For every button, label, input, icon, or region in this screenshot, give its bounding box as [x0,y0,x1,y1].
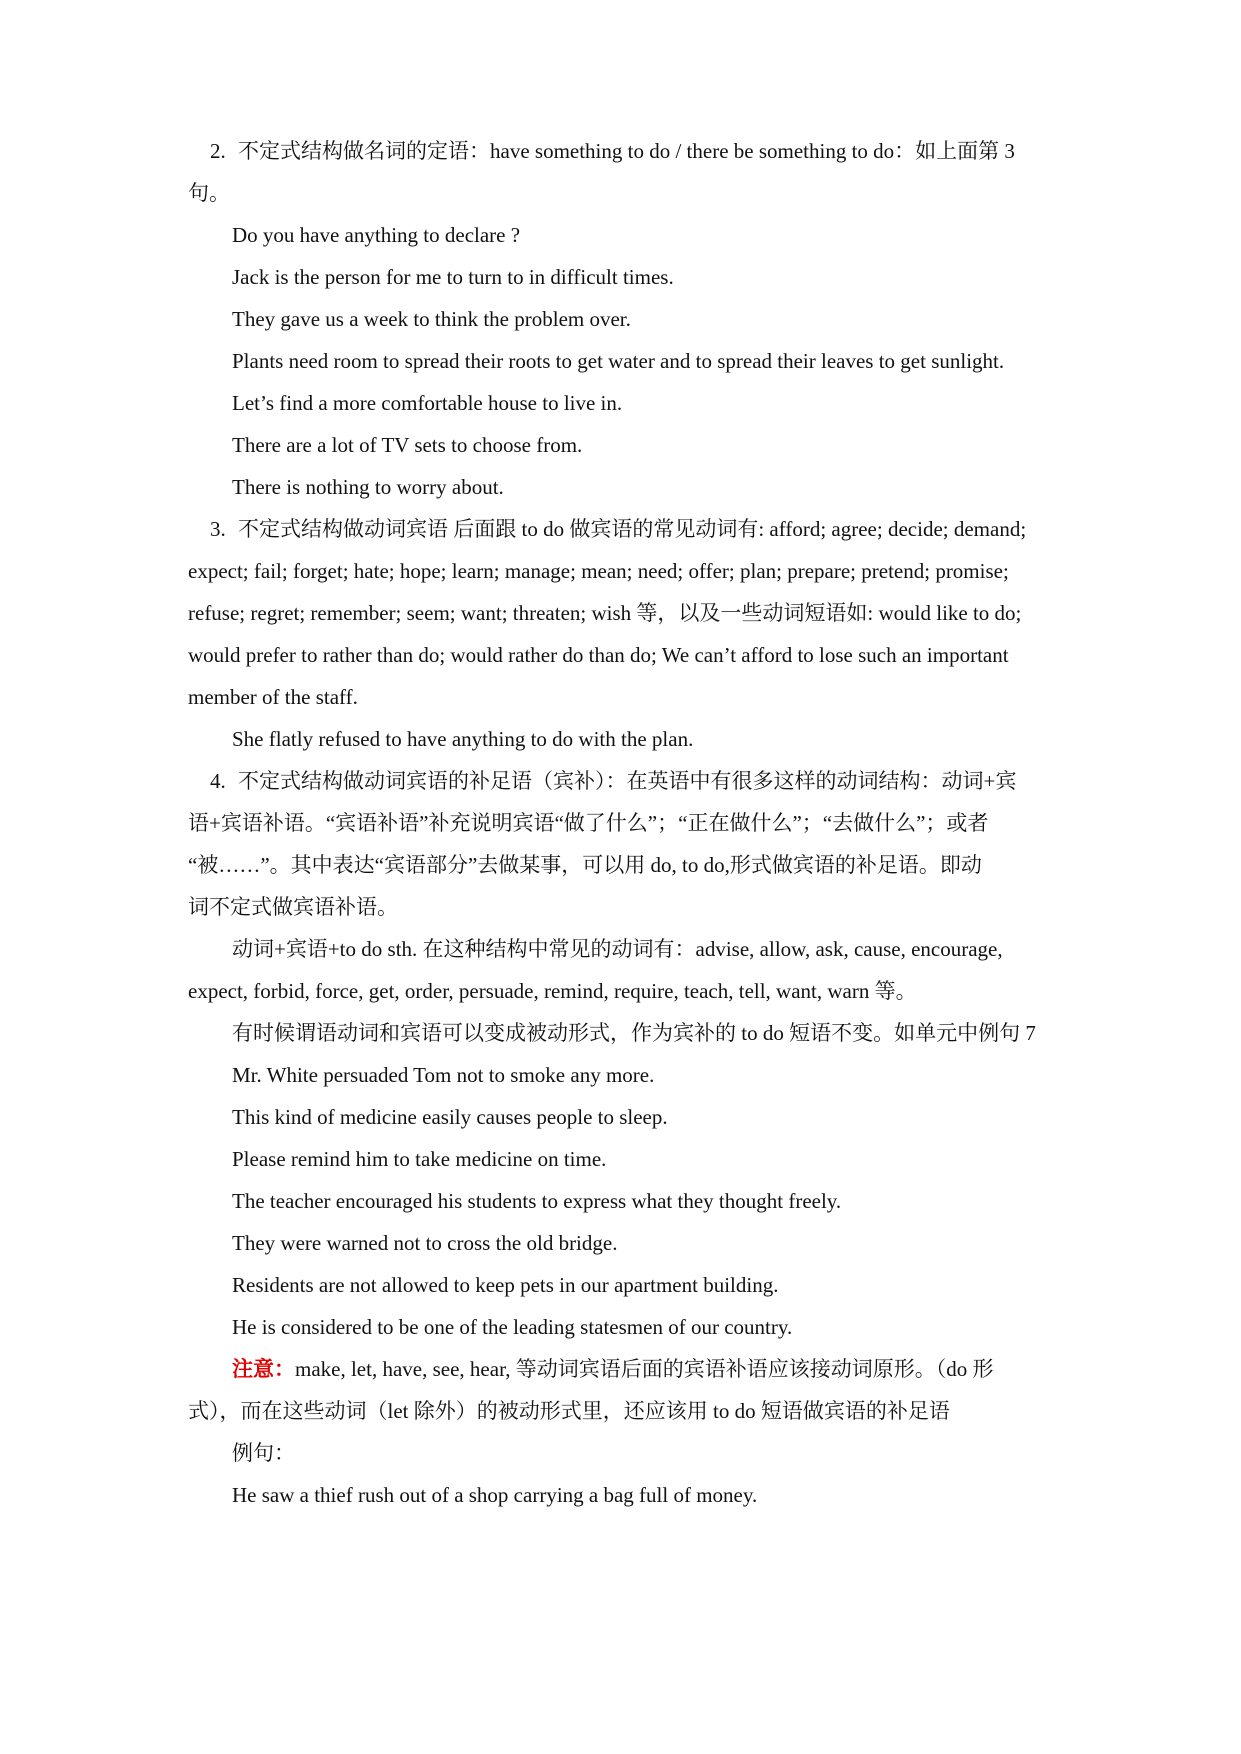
note-paragraph-continued: 式），而在这些动词（let 除外）的被动形式里，还应该用 to do 短语做宾语的补足语 [188,1399,950,1423]
verb-list-intro: 动词+宾语+to do sth. 在这种结构中常见的动词有：advise, allow, ask, cause, encourage, [232,937,1003,961]
note-paragraph: 注意：make, let, have, see, hear, 等动词宾语后面的宾语补语应该接动词原形。（do 形 [232,1357,994,1381]
example-sentence: He is considered to be one of the leading statesmen of our country. [232,1315,793,1339]
section-number: 4. [210,769,226,793]
section-number: 2. [210,139,226,163]
note-label: 注意： [232,1357,295,1381]
example-sentence: There are a lot of TV sets to choose from. [232,433,583,457]
section-3-text: would prefer to rather than do; would rather do than do; We can’t afford to lose such an important [188,643,1009,667]
document-page [188,130,1068,1516]
example-sentence: This kind of medicine easily causes people to sleep. [232,1105,668,1129]
passive-note: 有时候谓语动词和宾语可以变成被动形式，作为宾补的 to do 短语不变。如单元中例句 7 [232,1021,1036,1045]
section-3-heading: 3. 不定式结构做动词宾语 后面跟 to do 做宾语的常见动词有: afford; agree; decide; demand; [188,508,1068,550]
section-4-text: 语+宾语补语。“宾语补语”补充说明宾语“做了什么”；“正在做什么”；“去做什么”；或者 [188,811,989,835]
section-4-text: “被……”。其中表达“宾语部分”去做某事，可以用 do, to do,形式做宾语的补足语。即动 [188,853,982,877]
section-number: 3. [210,517,226,541]
example-sentence: Residents are not allowed to keep pets in our apartment building. [232,1273,779,1297]
section-4-heading: 4. 不定式结构做动词宾语的补足语（宾补）：在英语中有很多这样的动词结构：动词+宾 [188,760,1068,802]
example-sentence: Jack is the person for me to turn to in difficult times. [232,265,674,289]
example-sentence: She flatly refused to have anything to do with the plan. [232,727,694,751]
example-sentence: They were warned not to cross the old bridge. [232,1231,618,1255]
example-sentence: Do you have anything to declare ? [232,223,521,247]
example-sentence: There is nothing to worry about. [232,475,504,499]
section-3-text: refuse; regret; remember; seem; want; threaten; wish 等，以及一些动词短语如: would like to do; [188,601,1022,625]
example-sentence: The teacher encouraged his students to express what they thought freely. [232,1189,842,1213]
example-sentence: Mr. White persuaded Tom not to smoke any more. [232,1063,655,1087]
section-2-heading-continued: 句。 [188,181,230,205]
verb-list: expect, forbid, force, get, order, persuade, remind, require, teach, tell, want, warn 等。 [188,979,917,1003]
example-sentence: He saw a thief rush out of a shop carrying a bag full of money. [232,1483,758,1507]
section-3-text: member of the staff. [188,685,358,709]
example-label: 例句： [232,1441,295,1465]
example-sentence: Let’s find a more comfortable house to live in. [232,391,623,415]
example-sentence: They gave us a week to think the problem over. [232,307,631,331]
section-3-text: expect; fail; forget; hate; hope; learn; manage; mean; need; offer; plan; prepare; pretend; promise; [188,559,1009,583]
section-4-text: 词不定式做宾语补语。 [188,895,398,919]
example-sentence: Plants need room to spread their roots to get water and to spread their leaves to get sunlight. [232,349,1005,373]
section-2-heading: 2. 不定式结构做名词的定语：have something to do / there be something to do：如上面第 3 [188,130,1068,172]
example-sentence: Please remind him to take medicine on time. [232,1147,607,1171]
